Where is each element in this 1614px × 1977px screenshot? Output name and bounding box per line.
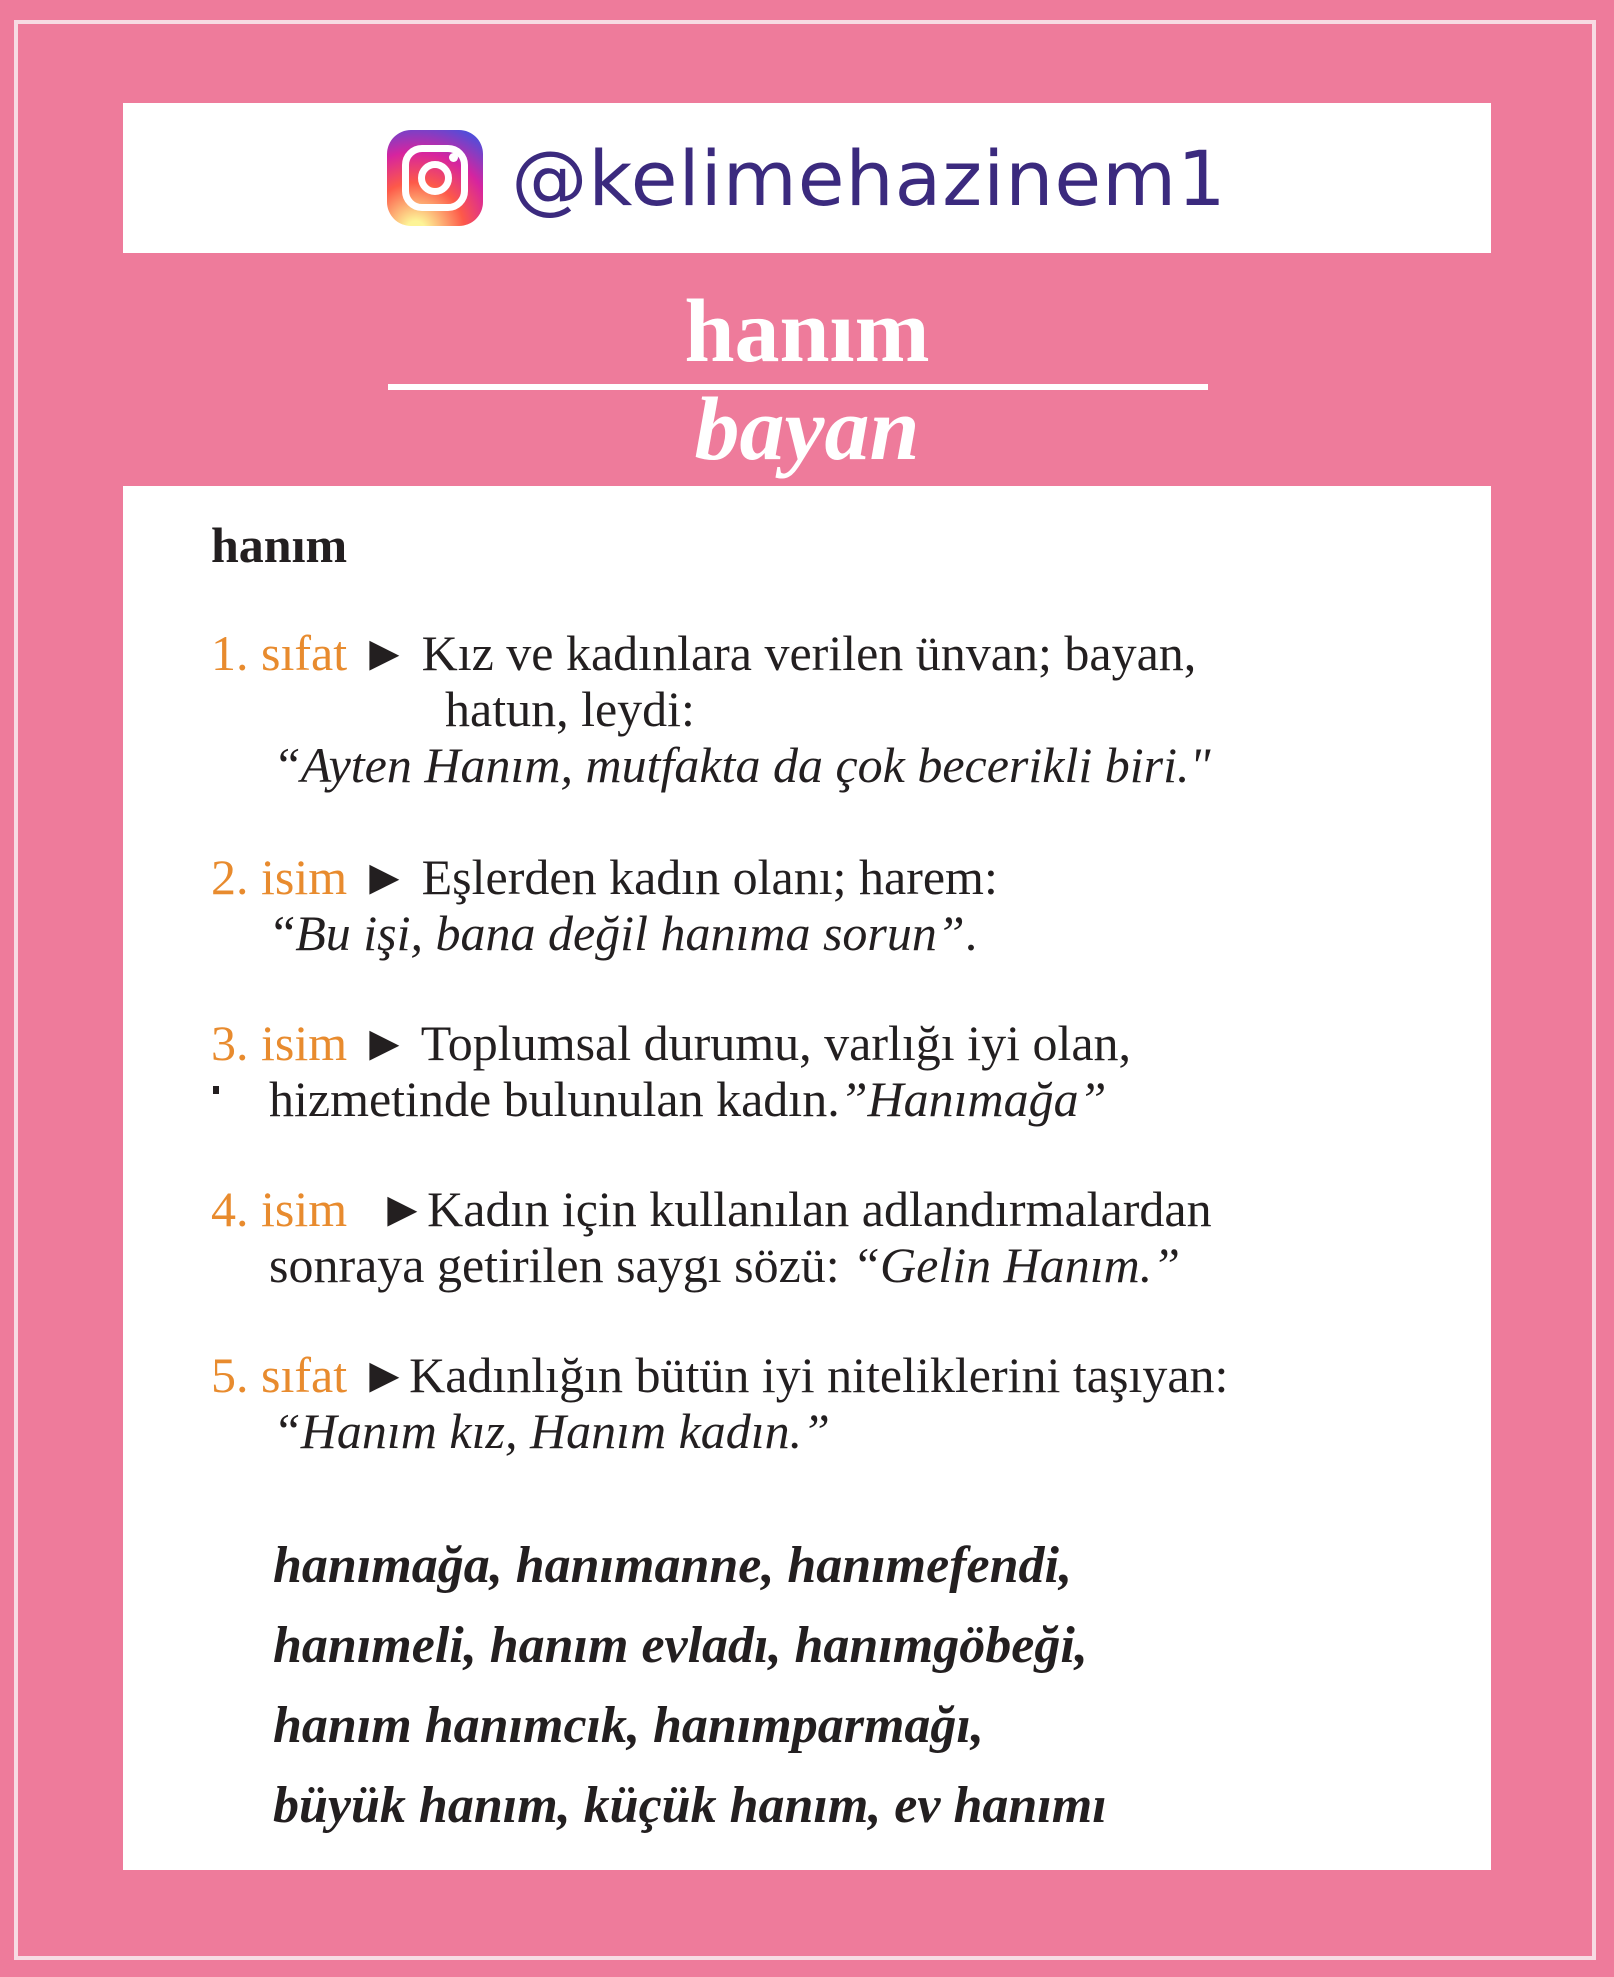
sense-5-example: “Hanım kız, Hanım kadın.” [273, 1403, 830, 1459]
compound-words [273, 1526, 1107, 1846]
sense-3-arrow: ► [359, 1015, 410, 1071]
title-sub: bayan [694, 380, 920, 479]
instagram-handle: @kelimehazinem1 [511, 133, 1227, 223]
sense-4-example: “Gelin Hanım.” [852, 1237, 1180, 1293]
compound-line: hanımağa, hanımanne, hanımefendi, [273, 1537, 1072, 1594]
sense-3-definition: Toplumsal durumu, varlığı iyi olan, [420, 1015, 1132, 1071]
sense-1-definition-cont: hatun, leydi: [445, 681, 695, 737]
sense-2-example-open: “ [273, 905, 296, 961]
stray-dot [213, 1086, 219, 1094]
sense-2-arrow: ► [359, 849, 410, 905]
sense-3-definition-line2: hizmetinde bulunulan kadın. [269, 1071, 840, 1127]
sense-1-number: 1. [211, 625, 249, 681]
sense-4-definition-cont [269, 1236, 1180, 1294]
compound-line: hanım hanımcık, hanımparmağı, [273, 1697, 984, 1754]
sense-1-heading [211, 624, 1196, 682]
compound-line: hanımeli, hanım evladı, hanımgöbeği, [273, 1617, 1088, 1674]
sense-5-number: 5. [211, 1347, 249, 1403]
sense-2-definition: Eşlerden kadın olanı; harem: [421, 849, 998, 905]
compound-line: büyük hanım, küçük hanım, ev hanımı [273, 1777, 1107, 1834]
header-banner [123, 103, 1491, 253]
sense-5-heading [211, 1346, 1228, 1404]
sense-3-number: 3. [211, 1015, 249, 1071]
sense-2-example: Bu işi, bana değil hanıma sorun” [295, 905, 965, 961]
sense-3-heading [211, 1014, 1131, 1072]
sense-4-heading [211, 1180, 1212, 1238]
entry-term: hanım [211, 517, 348, 573]
sense-4-pos: isim [261, 1181, 348, 1237]
sense-1-example: “Ayten Hanım, mutfakta da çok becerikli biri." [273, 737, 1211, 793]
sense-2-example-close: . [964, 905, 978, 961]
sense-2-pos: isim [261, 849, 348, 905]
sense-2-number: 2. [211, 849, 249, 905]
sense-5-arrow: ► [359, 1347, 410, 1403]
sense-5-pos: sıfat [261, 1347, 348, 1403]
sense-4-definition-line2: sonraya getirilen saygı sözü: [269, 1237, 840, 1293]
instagram-icon [387, 130, 483, 226]
sense-3-example: ”Hanımağa” [839, 1071, 1107, 1127]
sense-5-definition: Kadınlığın bütün iyi niteliklerini taşıyan: [409, 1347, 1229, 1403]
title-main: hanım [684, 282, 930, 381]
sense-4-number: 4. [211, 1181, 249, 1237]
sense-4-arrow: ► [377, 1181, 428, 1237]
sense-3-definition-cont [269, 1070, 1106, 1128]
sense-3-pos: isim [261, 1015, 348, 1071]
sense-1-arrow: ► [359, 625, 410, 681]
sense-1-definition: Kız ve kadınlara verilen ünvan; bayan, [421, 625, 1197, 681]
sense-1-pos: sıfat [261, 625, 348, 681]
sense-2-heading [211, 848, 998, 906]
sense-2-example-line [273, 904, 977, 962]
definition-panel [123, 486, 1491, 1870]
sense-4-definition: Kadın için kullanılan adlandırmalardan [427, 1181, 1212, 1237]
